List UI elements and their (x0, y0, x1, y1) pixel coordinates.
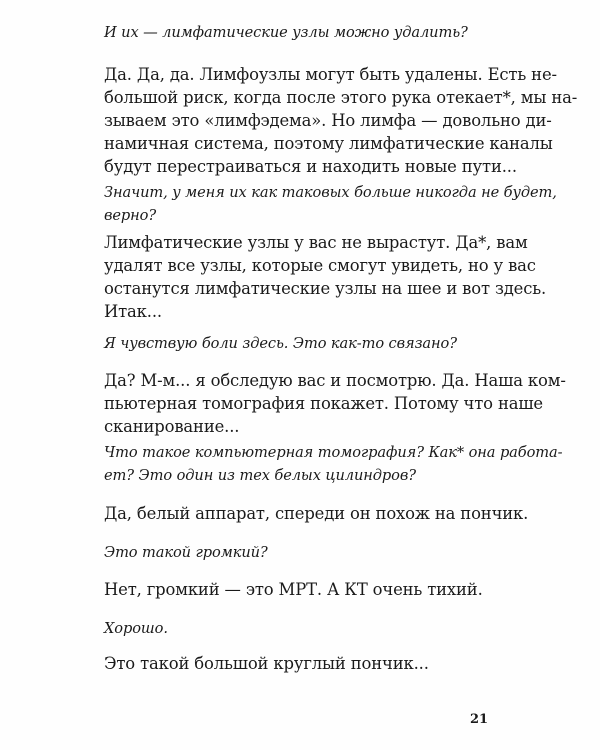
text-line: удалят все узлы, которые смогут увидеть, но у вас (104, 256, 536, 275)
question-3 (104, 332, 504, 355)
text-line: Да. Да, да. Лимфоузлы могут быть удалены. Есть не- (104, 65, 557, 84)
text-line: Итак... (104, 302, 162, 321)
text-line: зываем это «лимфэдема». Но лимфа — довольно ди- (104, 111, 552, 130)
text-line: большой риск, когда после этого рука отекает*, мы на- (104, 88, 578, 107)
text-line: ет? Это один из тех белых цилиндров? (104, 467, 416, 484)
text-line: останутся лимфатические узлы на шее и вот здесь. (104, 279, 547, 298)
answer-2 (104, 231, 547, 323)
text-line: Да, белый аппарат, спереди он похож на пончик. (104, 504, 529, 523)
answer-6 (104, 652, 504, 675)
text-line: будут перестраиваться и находить новые пути... (104, 157, 517, 176)
question-6 (104, 617, 504, 640)
answer-3 (104, 369, 566, 438)
answer-1 (104, 63, 578, 178)
text-line: намичная система, поэтому лимфатические каналы (104, 134, 553, 153)
text-line: Хорошо. (104, 620, 168, 637)
text-line: Значит, у меня их как таковых больше никогда не будет, (104, 184, 557, 201)
question-1 (104, 21, 504, 44)
text-line: Нет, громкий — это МРТ. А КТ очень тихий. (104, 580, 483, 599)
question-4 (104, 441, 563, 487)
answer-5 (104, 578, 504, 601)
text-line: И их — лимфатические узлы можно удалить? (104, 24, 468, 41)
text-line: Я чувствую боли здесь. Это как-то связано? (104, 335, 457, 352)
answer-4 (104, 502, 529, 525)
question-2 (104, 181, 557, 227)
text-line: Что такое компьютерная томография? Как* она работа- (104, 444, 563, 461)
text-line: сканирование... (104, 417, 240, 436)
text-line: верно? (104, 207, 157, 224)
question-5 (104, 541, 504, 564)
text-line: пьютерная томография покажет. Потому что наше (104, 394, 543, 413)
text-line: Это такой большой круглый пончик... (104, 654, 429, 673)
text-line: Лимфатические узлы у вас не вырастут. Да*, вам (104, 233, 528, 252)
page-number: 21 (470, 712, 489, 727)
text-line: Это такой громкий? (104, 544, 268, 561)
text-line: Да? М-м... я обследую вас и посмотрю. Да. Наша ком- (104, 371, 566, 390)
